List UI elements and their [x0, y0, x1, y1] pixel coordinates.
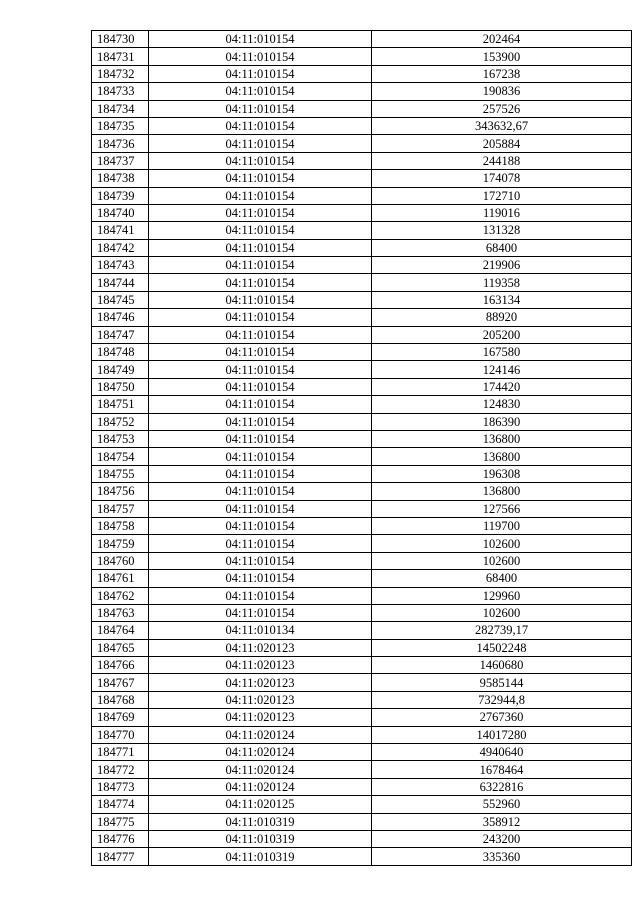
cell-value: 205200 [372, 326, 632, 343]
cell-cadastral-code: 04:11:010154 [149, 187, 372, 204]
cell-cadastral-code: 04:11:010319 [149, 830, 372, 847]
cell-record-number: 184766 [92, 657, 149, 674]
table-row [92, 465, 632, 482]
cell-record-number: 184731 [92, 48, 149, 65]
cell-record-number: 184757 [92, 500, 149, 517]
cell-record-number: 184739 [92, 187, 149, 204]
table-row [92, 430, 632, 447]
cell-value: 202464 [372, 31, 632, 48]
table-row [92, 778, 632, 795]
table-row [92, 344, 632, 361]
table-row [92, 152, 632, 169]
cell-record-number: 184741 [92, 222, 149, 239]
table-row [92, 587, 632, 604]
table-row [92, 170, 632, 187]
cell-cadastral-code: 04:11:010154 [149, 257, 372, 274]
cell-record-number: 184736 [92, 135, 149, 152]
cell-cadastral-code: 04:11:020124 [149, 744, 372, 761]
cell-value: 102600 [372, 535, 632, 552]
table-row [92, 552, 632, 569]
cell-value: 129960 [372, 587, 632, 604]
table-row [92, 239, 632, 256]
table-row [92, 396, 632, 413]
cell-record-number: 184735 [92, 117, 149, 134]
cell-record-number: 184765 [92, 639, 149, 656]
table-row [92, 517, 632, 534]
cell-cadastral-code: 04:11:010154 [149, 344, 372, 361]
cell-record-number: 184776 [92, 830, 149, 847]
cell-cadastral-code: 04:11:010154 [149, 448, 372, 465]
cell-cadastral-code: 04:11:020124 [149, 761, 372, 778]
cell-value: 1460680 [372, 657, 632, 674]
cell-cadastral-code: 04:11:010154 [149, 604, 372, 621]
cell-record-number: 184746 [92, 309, 149, 326]
cell-record-number: 184737 [92, 152, 149, 169]
cell-cadastral-code: 04:11:010154 [149, 587, 372, 604]
cell-value: 282739,17 [372, 622, 632, 639]
table-row [92, 83, 632, 100]
table-row [92, 570, 632, 587]
cell-value: 2767360 [372, 709, 632, 726]
cell-value: 732944,8 [372, 691, 632, 708]
cell-record-number: 184733 [92, 83, 149, 100]
table-row [92, 257, 632, 274]
table-row [92, 483, 632, 500]
cell-record-number: 184751 [92, 396, 149, 413]
cell-cadastral-code: 04:11:010154 [149, 239, 372, 256]
cell-value: 14502248 [372, 639, 632, 656]
cell-record-number: 184754 [92, 448, 149, 465]
table-row [92, 291, 632, 308]
cell-cadastral-code: 04:11:010154 [149, 500, 372, 517]
table-body [92, 31, 632, 866]
table-row [92, 657, 632, 674]
table-row [92, 500, 632, 517]
cell-cadastral-code: 04:11:010154 [149, 552, 372, 569]
table-row [92, 796, 632, 813]
cell-value: 153900 [372, 48, 632, 65]
cell-value: 68400 [372, 239, 632, 256]
cell-value: 257526 [372, 100, 632, 117]
cell-value: 127566 [372, 500, 632, 517]
cell-record-number: 184744 [92, 274, 149, 291]
cell-record-number: 184740 [92, 204, 149, 221]
cell-record-number: 184764 [92, 622, 149, 639]
table-row [92, 378, 632, 395]
cell-record-number: 184769 [92, 709, 149, 726]
cell-value: 4940640 [372, 744, 632, 761]
cell-value: 174420 [372, 378, 632, 395]
cell-record-number: 184755 [92, 465, 149, 482]
table-row [92, 48, 632, 65]
cell-cadastral-code: 04:11:020125 [149, 796, 372, 813]
cell-cadastral-code: 04:11:010154 [149, 430, 372, 447]
table-row [92, 187, 632, 204]
table-row [92, 535, 632, 552]
cell-value: 163134 [372, 291, 632, 308]
cell-value: 172710 [372, 187, 632, 204]
cell-value: 1678464 [372, 761, 632, 778]
cell-value: 335360 [372, 848, 632, 865]
table-row [92, 65, 632, 82]
cell-value: 124146 [372, 361, 632, 378]
cell-cadastral-code: 04:11:010154 [149, 413, 372, 430]
table-row [92, 100, 632, 117]
cell-record-number: 184738 [92, 170, 149, 187]
table-row [92, 744, 632, 761]
cell-record-number: 184777 [92, 848, 149, 865]
cell-value: 244188 [372, 152, 632, 169]
table-row [92, 639, 632, 656]
cell-value: 196308 [372, 465, 632, 482]
cell-value: 343632,67 [372, 117, 632, 134]
cell-record-number: 184752 [92, 413, 149, 430]
cell-cadastral-code: 04:11:020123 [149, 691, 372, 708]
cell-cadastral-code: 04:11:010319 [149, 848, 372, 865]
cell-cadastral-code: 04:11:010154 [149, 274, 372, 291]
cell-cadastral-code: 04:11:010154 [149, 170, 372, 187]
table-row [92, 361, 632, 378]
cell-value: 243200 [372, 830, 632, 847]
table-row [92, 274, 632, 291]
cell-cadastral-code: 04:11:010154 [149, 309, 372, 326]
table-row [92, 413, 632, 430]
cell-value: 552960 [372, 796, 632, 813]
cell-value: 167580 [372, 344, 632, 361]
cell-value: 136800 [372, 483, 632, 500]
table-row [92, 309, 632, 326]
cell-cadastral-code: 04:11:010154 [149, 152, 372, 169]
cell-value: 119358 [372, 274, 632, 291]
cell-value: 6322816 [372, 778, 632, 795]
cell-cadastral-code: 04:11:010154 [149, 204, 372, 221]
cell-cadastral-code: 04:11:010154 [149, 378, 372, 395]
cell-record-number: 184732 [92, 65, 149, 82]
cell-record-number: 184758 [92, 517, 149, 534]
cell-record-number: 184730 [92, 31, 149, 48]
cell-cadastral-code: 04:11:010154 [149, 361, 372, 378]
cell-record-number: 184770 [92, 726, 149, 743]
cell-record-number: 184774 [92, 796, 149, 813]
cell-record-number: 184748 [92, 344, 149, 361]
cell-record-number: 184742 [92, 239, 149, 256]
cell-cadastral-code: 04:11:020124 [149, 726, 372, 743]
cell-value: 358912 [372, 813, 632, 830]
cell-record-number: 184734 [92, 100, 149, 117]
cell-cadastral-code: 04:11:010154 [149, 535, 372, 552]
cell-cadastral-code: 04:11:010154 [149, 117, 372, 134]
table-row [92, 674, 632, 691]
data-table [91, 30, 632, 866]
table-row [92, 691, 632, 708]
cell-record-number: 184756 [92, 483, 149, 500]
cell-value: 190836 [372, 83, 632, 100]
cell-value: 68400 [372, 570, 632, 587]
cell-value: 136800 [372, 430, 632, 447]
cell-value: 186390 [372, 413, 632, 430]
table-row [92, 204, 632, 221]
cell-cadastral-code: 04:11:020123 [149, 639, 372, 656]
table-row [92, 135, 632, 152]
cell-record-number: 184775 [92, 813, 149, 830]
table-row [92, 848, 632, 865]
table-row [92, 117, 632, 134]
cell-record-number: 184759 [92, 535, 149, 552]
cell-cadastral-code: 04:11:020123 [149, 657, 372, 674]
cell-cadastral-code: 04:11:010134 [149, 622, 372, 639]
cell-value: 219906 [372, 257, 632, 274]
cell-value: 136800 [372, 448, 632, 465]
table-row [92, 326, 632, 343]
table-row [92, 622, 632, 639]
cell-record-number: 184760 [92, 552, 149, 569]
cell-record-number: 184762 [92, 587, 149, 604]
cell-cadastral-code: 04:11:010154 [149, 517, 372, 534]
cell-cadastral-code: 04:11:010154 [149, 396, 372, 413]
cell-cadastral-code: 04:11:020123 [149, 709, 372, 726]
cell-record-number: 184747 [92, 326, 149, 343]
cell-cadastral-code: 04:11:020123 [149, 674, 372, 691]
cell-record-number: 184753 [92, 430, 149, 447]
cell-value: 14017280 [372, 726, 632, 743]
cell-record-number: 184750 [92, 378, 149, 395]
cell-cadastral-code: 04:11:010154 [149, 83, 372, 100]
table-row [92, 448, 632, 465]
table-row [92, 709, 632, 726]
table-row [92, 726, 632, 743]
table-row [92, 813, 632, 830]
cell-value: 167238 [372, 65, 632, 82]
table-row [92, 761, 632, 778]
cell-record-number: 184745 [92, 291, 149, 308]
cell-value: 119016 [372, 204, 632, 221]
cell-value: 131328 [372, 222, 632, 239]
cell-record-number: 184763 [92, 604, 149, 621]
cell-cadastral-code: 04:11:010154 [149, 326, 372, 343]
cell-record-number: 184743 [92, 257, 149, 274]
cell-record-number: 184749 [92, 361, 149, 378]
cell-value: 88920 [372, 309, 632, 326]
cell-cadastral-code: 04:11:020124 [149, 778, 372, 795]
cell-record-number: 184773 [92, 778, 149, 795]
table-row [92, 830, 632, 847]
cell-cadastral-code: 04:11:010154 [149, 291, 372, 308]
cell-cadastral-code: 04:11:010154 [149, 135, 372, 152]
table-row [92, 604, 632, 621]
cell-value: 124830 [372, 396, 632, 413]
cell-cadastral-code: 04:11:010154 [149, 222, 372, 239]
cell-record-number: 184768 [92, 691, 149, 708]
table-row [92, 31, 632, 48]
cell-cadastral-code: 04:11:010319 [149, 813, 372, 830]
cell-cadastral-code: 04:11:010154 [149, 48, 372, 65]
cell-value: 102600 [372, 604, 632, 621]
cell-record-number: 184761 [92, 570, 149, 587]
table-row [92, 222, 632, 239]
cell-value: 205884 [372, 135, 632, 152]
cell-cadastral-code: 04:11:010154 [149, 465, 372, 482]
cell-value: 119700 [372, 517, 632, 534]
cell-record-number: 184772 [92, 761, 149, 778]
cell-cadastral-code: 04:11:010154 [149, 65, 372, 82]
cell-record-number: 184771 [92, 744, 149, 761]
cell-cadastral-code: 04:11:010154 [149, 31, 372, 48]
cell-cadastral-code: 04:11:010154 [149, 483, 372, 500]
cell-record-number: 184767 [92, 674, 149, 691]
cell-cadastral-code: 04:11:010154 [149, 100, 372, 117]
cell-value: 174078 [372, 170, 632, 187]
cell-value: 102600 [372, 552, 632, 569]
cell-value: 9585144 [372, 674, 632, 691]
cell-cadastral-code: 04:11:010154 [149, 570, 372, 587]
